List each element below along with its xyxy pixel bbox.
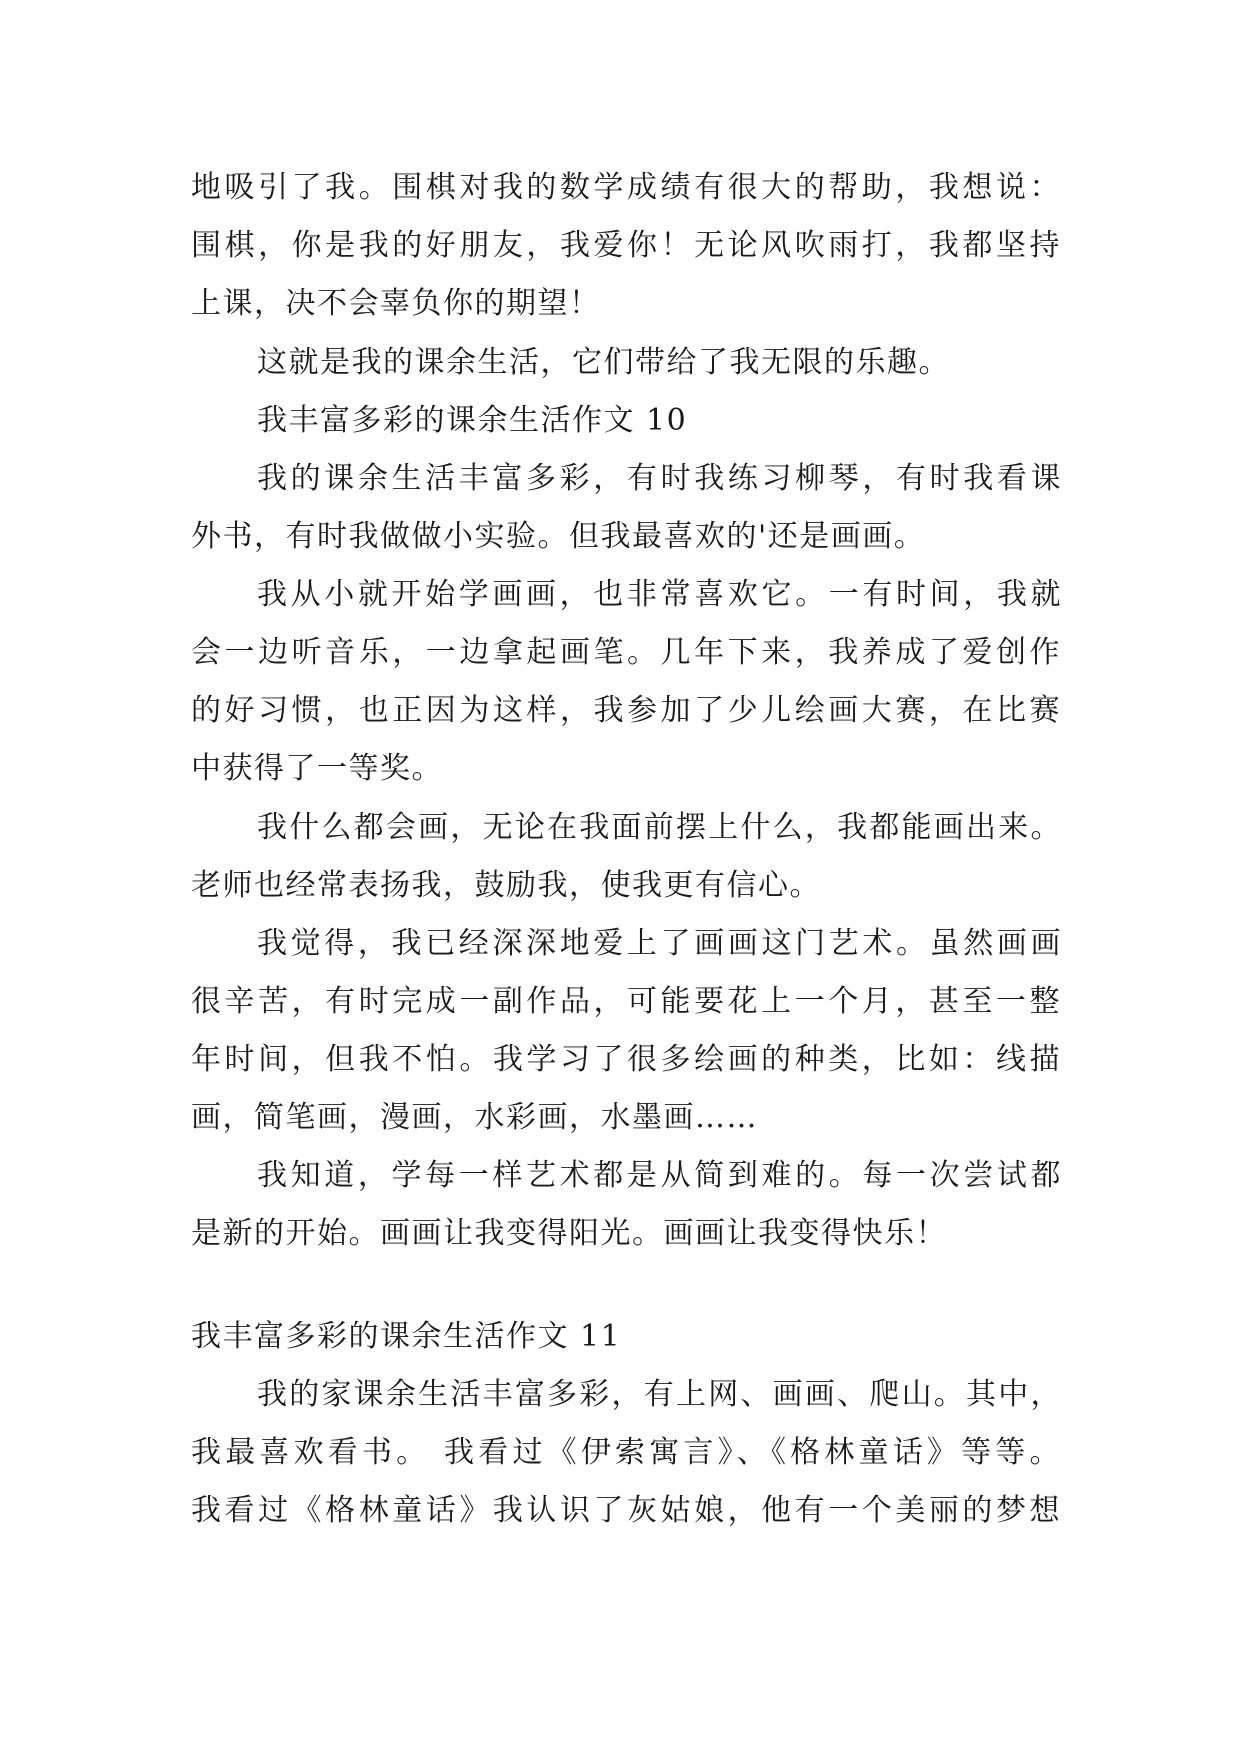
text-line: 很辛苦，有时完成一副作品，可能要花上一个月，甚至一整 [191,984,1061,1019]
text-line: 地吸引了我。围棋对我的数学成绩有很大的帮助，我想说： [191,170,1061,205]
text-line: 画，简笔画，漫画，水彩画，水墨画…… [191,1100,758,1135]
text-line: 我最喜欢看书。 我看过《伊索寓言》、《格林童话》等等。 [191,1435,1061,1470]
text-line: 中获得了一等奖。 [191,751,443,786]
text-line: 围棋，你是我的好朋友，我爱你！无论风吹雨打，我都坚持 [191,228,1061,263]
text-line: 这就是我的课余生活，它们带给了我无限的乐趣。 [257,345,950,380]
text-line: 我知道，学每一样艺术都是从简到难的。每一次尝试都 [257,1158,1062,1193]
text-line: 是新的开始。画画让我变得阳光。画画让我变得快乐！ [191,1216,947,1251]
text-line: 我从小就开始学画画，也非常喜欢它。一有时间，我就 [257,577,1062,612]
section-heading: 我丰富多彩的课余生活作文 10 [257,403,688,438]
text-line: 我觉得，我已经深深地爱上了画画这门艺术。虽然画画 [257,926,1062,961]
section-heading: 我丰富多彩的课余生活作文 11 [191,1319,622,1354]
text-line: 外书，有时我做做小实验。但我最喜欢的'还是画画。 [191,519,926,554]
text-line: 上课，决不会辜负你的期望！ [191,286,601,321]
text-line: 老师也经常表扬我，鼓励我，使我更有信心。 [191,868,821,903]
text-line: 我的家课余生活丰富多彩，有上网、画画、爬山。其中， [257,1377,1062,1412]
text-line: 年时间，但我不怕。我学习了很多绘画的种类，比如：线描 [191,1042,1061,1077]
text-line: 我什么都会画，无论在我面前摆上什么，我都能画出来。 [257,810,1062,845]
text-line: 我的课余生活丰富多彩，有时我练习柳琴，有时我看课 [257,461,1062,496]
text-line: 我看过《格林童话》我认识了灰姑娘，他有一个美丽的梦想 [191,1493,1061,1528]
text-line: 的好习惯，也正因为这样，我参加了少儿绘画大赛，在比赛 [191,693,1061,728]
text-line: 会一边听音乐，一边拿起画笔。几年下来，我养成了爱创作 [191,635,1061,670]
